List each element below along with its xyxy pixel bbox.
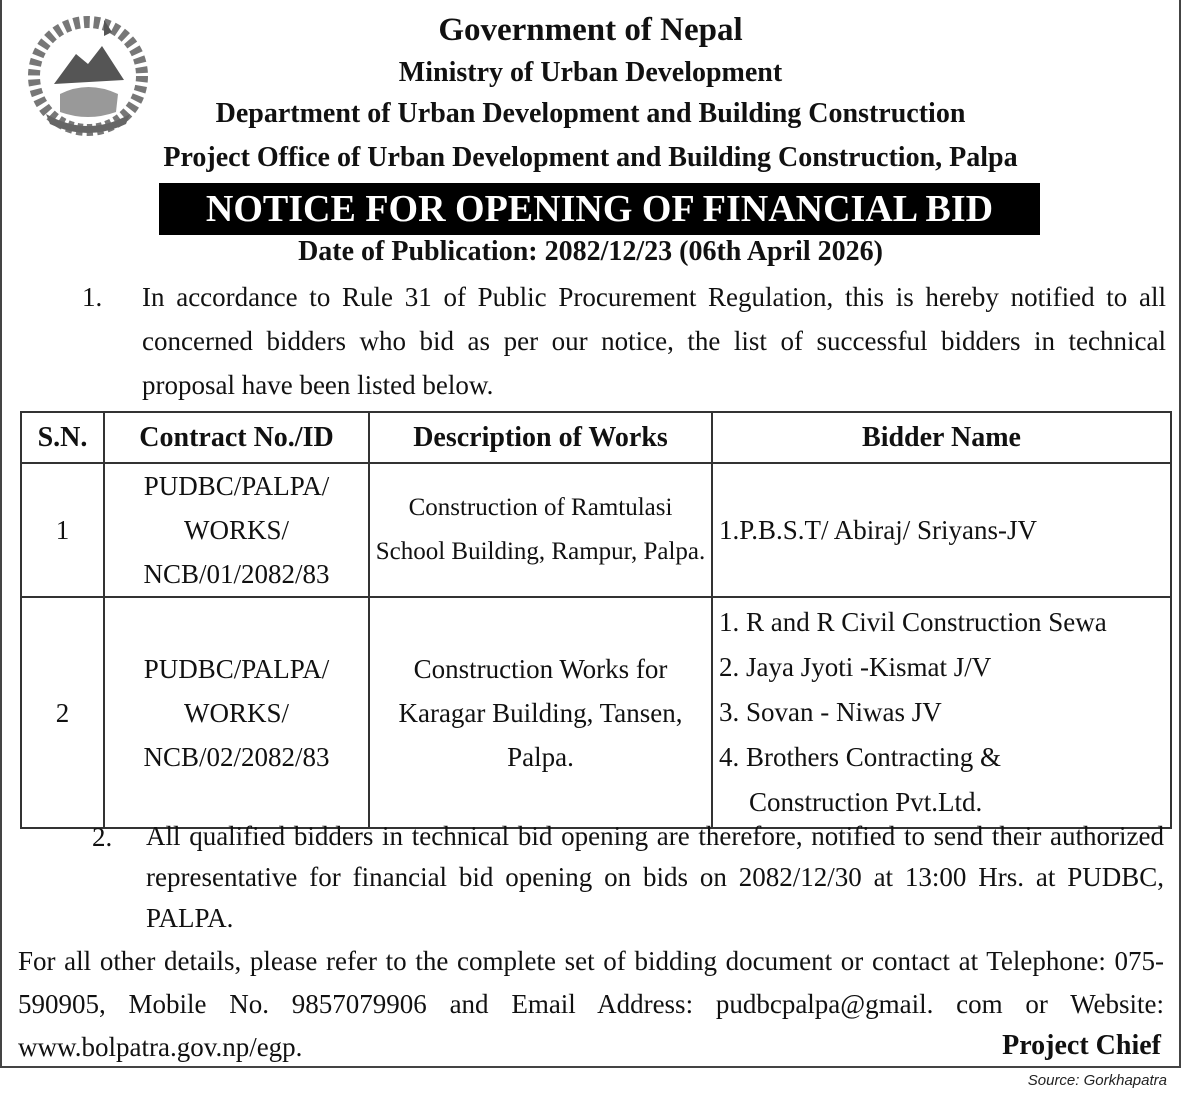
bidder-line: 4. Brothers Contracting & [719, 742, 1001, 772]
notice-banner: NOTICE FOR OPENING OF FINANCIAL BID [159, 183, 1040, 235]
header-bidder: Bidder Name [712, 412, 1171, 463]
header-sn: S.N. [21, 412, 104, 463]
contract-cell [104, 597, 369, 828]
department-title: Department of Urban Development and Building Construction [215, 98, 966, 129]
bidder-line: 1. R and R Civil Construction Sewa [719, 607, 1107, 637]
contract-line: NCB/02/2082/83 [143, 741, 330, 772]
desc-line: Karagar Building, Tansen, [398, 697, 683, 728]
desc-line: Construction of Ramtulasi [408, 494, 673, 521]
contract-line: NCB/01/2082/83 [143, 559, 330, 589]
para2-text: All qualified bidders in technical bid opening are therefore, notified to send their authorized representative for financial bid opening on bids on 2082/12/30 at 13:00 Hrs. at PUDBC, PALPA. [146, 821, 1164, 933]
desc-line: Palpa. [507, 741, 574, 772]
footer-contact-text: For all other details, please refer to the complete set of bidding document or contact at Telephone: 075-590905, Mobile No. 9857079906 and Email Address: pudbcpalpa@gmail. com or Website: www.bolpatra.gov.np/egp. [18, 946, 1164, 1062]
description-cell [369, 463, 712, 597]
table-row [21, 597, 1171, 828]
table-header-row [21, 412, 1171, 463]
bidder-line: 2. Jaya Jyoti -Kismat J/V [719, 652, 992, 682]
source-credit: Source: Gorkhapatra [1027, 1072, 1167, 1089]
bidder-line: 1.P.B.S.T/ Abiraj/ Sriyans-JV [719, 514, 1038, 545]
para1-number: 1. [82, 282, 103, 312]
contract-cell [104, 463, 369, 597]
contract-line: WORKS/ [183, 515, 289, 545]
signatory: Project Chief [1002, 1030, 1161, 1061]
bidders-table [20, 411, 1172, 829]
contract-line: PUDBC/PALPA/ [143, 471, 330, 501]
desc-line: Construction Works for [413, 653, 668, 684]
desc-line: School Building, Rampur, Palpa. [375, 538, 706, 565]
gov-title: Government of Nepal [438, 12, 743, 48]
contract-line: WORKS/ [183, 697, 289, 728]
contract-line: PUDBC/PALPA/ [143, 653, 330, 684]
publication-date: Date of Publication: 2082/12/23 (06th April 2026) [298, 236, 883, 267]
header-description: Description of Works [369, 412, 712, 463]
office-title: Project Office of Urban Development and Building Construction, Palpa [163, 142, 1018, 173]
sn-cell: 2 [21, 597, 104, 828]
para2-number: 2. [92, 822, 113, 852]
description-cell [369, 597, 712, 828]
bidder-line: Construction Pvt.Ltd. [749, 787, 983, 817]
sn-cell: 1 [21, 463, 104, 597]
header-contract: Contract No./ID [104, 412, 369, 463]
ministry-title: Ministry of Urban Development [398, 57, 783, 88]
bidder-cell [712, 597, 1171, 828]
para1-text: In accordance to Rule 31 of Public Procurement Regulation, this is hereby notified to all concerned bidders who bid as per our notice, the list of successful bidders in technical proposal have been listed below. [142, 282, 1166, 400]
bidder-line: 3. Sovan - Niwas JV [719, 697, 942, 727]
table-row [21, 463, 1171, 597]
bidder-cell [712, 463, 1171, 597]
